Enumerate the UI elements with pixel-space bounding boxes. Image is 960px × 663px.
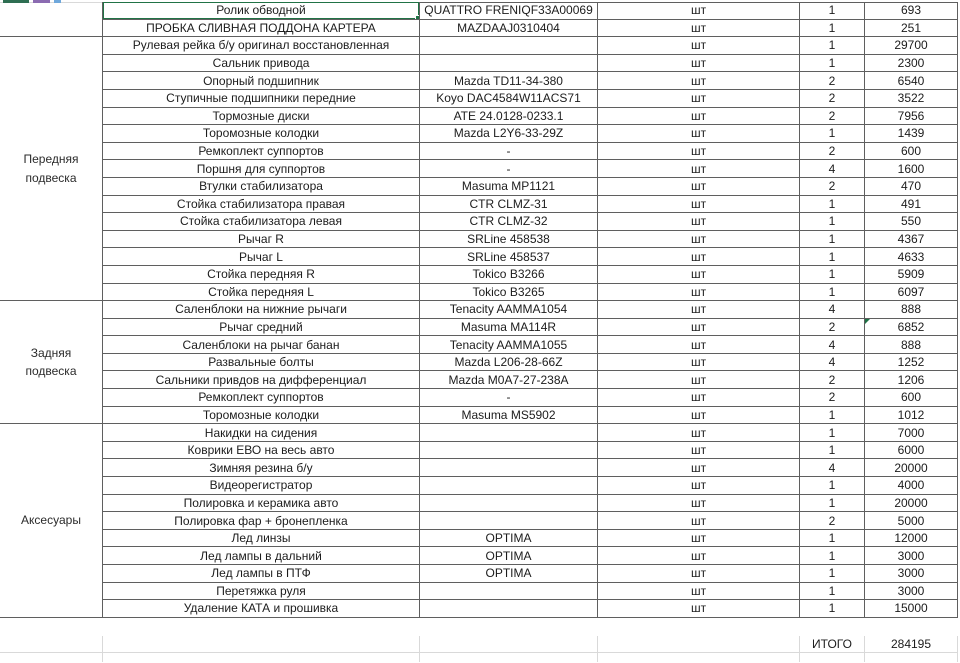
cell-qty[interactable]: 1 <box>800 248 865 265</box>
table-row <box>103 72 958 90</box>
cell-qty[interactable]: 1 <box>800 266 865 283</box>
total-row-part-cell[interactable] <box>420 636 598 653</box>
cell-price[interactable]: 1600 <box>865 160 958 177</box>
cell-name[interactable]: Полировка фар + бронепленка <box>103 512 420 529</box>
cell-unit[interactable]: шт <box>598 20 800 37</box>
cell-unit[interactable]: шт <box>598 213 800 230</box>
table-row <box>103 20 958 38</box>
table-row <box>103 55 958 73</box>
category-cell[interactable] <box>0 37 103 301</box>
cell-unit[interactable]: шт <box>598 178 800 195</box>
table-row <box>103 90 958 108</box>
cell-unit[interactable]: шт <box>598 512 800 529</box>
cell-qty[interactable]: 2 <box>800 178 865 195</box>
cell-price[interactable]: 3522 <box>865 90 958 107</box>
cell-qty[interactable]: 1 <box>800 20 865 37</box>
table-row <box>103 477 958 495</box>
cell-qty[interactable]: 1 <box>800 213 865 230</box>
cell-unit[interactable]: шт <box>598 477 800 494</box>
cell-price[interactable]: 4633 <box>865 248 958 265</box>
cell-name[interactable]: Поршня для суппортов <box>103 160 420 177</box>
table-row <box>103 354 958 372</box>
cell-qty[interactable]: 2 <box>800 108 865 125</box>
cell-part-number[interactable]: QUATTRO FRENIQF33A00069 <box>420 2 598 19</box>
cell-name[interactable]: Торомозные колодки <box>103 407 420 424</box>
empty-cell[interactable] <box>103 653 420 662</box>
cell-part-number[interactable] <box>420 600 598 617</box>
cell-qty[interactable]: 2 <box>800 143 865 160</box>
cell-part-number[interactable]: OPTIMA <box>420 547 598 564</box>
cell-part-number[interactable]: Koyo DAC4584W11ACS71 <box>420 90 598 107</box>
cell-qty[interactable]: 4 <box>800 459 865 476</box>
cell-part-number[interactable]: SRLine 458538 <box>420 231 598 248</box>
parts-table <box>0 2 958 618</box>
empty-cell[interactable] <box>598 653 800 662</box>
table-row <box>103 371 958 389</box>
cell-price[interactable]: 5909 <box>865 266 958 283</box>
cell-name[interactable]: Торомозные колодки <box>103 125 420 142</box>
cell-qty[interactable]: 2 <box>800 90 865 107</box>
cell-part-number[interactable]: - <box>420 143 598 160</box>
cell-part-number[interactable]: Masuma MP1121 <box>420 178 598 195</box>
cell-price[interactable]: 251 <box>865 20 958 37</box>
cell-name[interactable]: Втулки стабилизатора <box>103 178 420 195</box>
cell-unit[interactable]: шт <box>598 389 800 406</box>
table-row <box>103 424 958 442</box>
cell-unit[interactable]: шт <box>598 319 800 336</box>
cell-part-number[interactable] <box>420 512 598 529</box>
cell-qty[interactable]: 4 <box>800 336 865 353</box>
cell-price[interactable]: 29700 <box>865 37 958 54</box>
cell-name[interactable]: Сальник привода <box>103 55 420 72</box>
cell-name[interactable]: Полировка и керамика авто <box>103 495 420 512</box>
cell-name[interactable]: Перетяжка руля <box>103 583 420 600</box>
cell-price[interactable]: 491 <box>865 196 958 213</box>
cell-part-number[interactable]: OPTIMA <box>420 530 598 547</box>
empty-cell[interactable] <box>0 653 103 662</box>
cell-unit[interactable]: шт <box>598 371 800 388</box>
cell-part-number[interactable]: Masuma MS5902 <box>420 407 598 424</box>
cell-price[interactable]: 7956 <box>865 108 958 125</box>
total-row-unit-cell[interactable] <box>598 636 800 653</box>
cell-unit[interactable]: шт <box>598 407 800 424</box>
cell-unit[interactable]: шт <box>598 266 800 283</box>
cell-part-number[interactable]: Mazda M0A7-27-238A <box>420 371 598 388</box>
cell-qty[interactable]: 1 <box>800 196 865 213</box>
cell-part-number[interactable]: - <box>420 160 598 177</box>
cell-price[interactable]: 12000 <box>865 530 958 547</box>
table-row <box>103 37 958 55</box>
cell-qty[interactable]: 1 <box>800 407 865 424</box>
cell-price[interactable]: 3000 <box>865 547 958 564</box>
cell-price[interactable]: 3000 <box>865 565 958 582</box>
cell-part-number[interactable]: SRLine 458537 <box>420 248 598 265</box>
cell-price[interactable]: 550 <box>865 213 958 230</box>
cell-price[interactable]: 693 <box>865 2 958 19</box>
cell-price[interactable]: 2300 <box>865 55 958 72</box>
cell-qty[interactable]: 1 <box>800 565 865 582</box>
cell-part-number[interactable] <box>420 55 598 72</box>
empty-cell[interactable] <box>800 653 865 662</box>
category-cell[interactable] <box>0 424 103 618</box>
table-row <box>103 266 958 284</box>
cell-unit[interactable]: шт <box>598 354 800 371</box>
cell-unit[interactable]: шт <box>598 37 800 54</box>
cell-name[interactable]: Саленблоки на нижние рычаги <box>103 301 420 318</box>
cell-qty[interactable]: 1 <box>800 55 865 72</box>
cell-name[interactable]: Ремкоплект суппортов <box>103 389 420 406</box>
cell-part-number[interactable]: Mazda L2Y6-33-29Z <box>420 125 598 142</box>
cell-name[interactable]: Рулевая рейка б/у оригинал восстановленная <box>103 37 420 54</box>
cell-part-number[interactable]: Tenacity AAMMA1054 <box>420 301 598 318</box>
category-label: Аксесуары <box>21 513 81 528</box>
cell-unit[interactable]: шт <box>598 72 800 89</box>
cell-price[interactable]: 1206 <box>865 371 958 388</box>
cell-name[interactable]: Развальные болты <box>103 354 420 371</box>
table-row <box>103 319 958 337</box>
cell-name[interactable]: Стойка стабилизатора правая <box>103 196 420 213</box>
cell-price[interactable]: 1012 <box>865 407 958 424</box>
cell-name[interactable]: Ремкоплект суппортов <box>103 143 420 160</box>
cell-name[interactable]: Видеорегистратор <box>103 477 420 494</box>
table-row <box>103 213 958 231</box>
cell-name[interactable]: Ролик обводной <box>103 2 420 19</box>
cell-price[interactable]: 1252 <box>865 354 958 371</box>
cell-qty[interactable]: 1 <box>800 477 865 494</box>
total-row <box>0 636 958 654</box>
cell-unit[interactable]: шт <box>598 90 800 107</box>
cell-price[interactable]: 888 <box>865 301 958 318</box>
cell-name[interactable]: Зимняя резина б/у <box>103 459 420 476</box>
cell-part-number[interactable] <box>420 583 598 600</box>
total-value-cell[interactable]: 284195 <box>865 636 958 653</box>
cell-name[interactable]: Коврики ЕВО на весь авто <box>103 442 420 459</box>
cell-unit[interactable]: шт <box>598 301 800 318</box>
table-row <box>103 512 958 530</box>
cell-part-number[interactable]: Mazda L206-28-66Z <box>420 354 598 371</box>
cell-name[interactable]: Сальники привдов на дифференциал <box>103 371 420 388</box>
table-row <box>103 459 958 477</box>
cell-unit[interactable]: шт <box>598 583 800 600</box>
category-cell[interactable] <box>0 2 103 37</box>
cell-unit[interactable]: шт <box>598 284 800 301</box>
cell-part-number[interactable]: OPTIMA <box>420 565 598 582</box>
cell-unit[interactable]: шт <box>598 143 800 160</box>
cell-unit[interactable]: шт <box>598 196 800 213</box>
cell-part-number[interactable] <box>420 495 598 512</box>
cell-price[interactable]: 6097 <box>865 284 958 301</box>
cell-part-number[interactable]: ATE 24.0128-0233.1 <box>420 108 598 125</box>
cell-price[interactable]: 6540 <box>865 72 958 89</box>
cell-price[interactable]: 600 <box>865 389 958 406</box>
cell-part-number[interactable]: Tokico B3265 <box>420 284 598 301</box>
cell-qty[interactable]: 1 <box>800 583 865 600</box>
cell-unit[interactable]: шт <box>598 442 800 459</box>
cell-unit[interactable]: шт <box>598 565 800 582</box>
cell-qty[interactable]: 1 <box>800 424 865 441</box>
table-row <box>103 196 958 214</box>
cell-name[interactable]: Накидки на сидения <box>103 424 420 441</box>
cell-qty[interactable]: 1 <box>800 600 865 617</box>
cell-part-number[interactable] <box>420 424 598 441</box>
cell-part-number[interactable]: Tokico B3266 <box>420 266 598 283</box>
empty-grid-row <box>0 653 958 662</box>
cell-qty[interactable]: 1 <box>800 442 865 459</box>
cell-price[interactable]: 4367 <box>865 231 958 248</box>
cell-name[interactable]: Опорный подшипник <box>103 72 420 89</box>
cell-qty[interactable]: 2 <box>800 512 865 529</box>
table-row <box>103 143 958 161</box>
table-row <box>103 442 958 460</box>
table-row <box>103 583 958 601</box>
cell-qty[interactable]: 1 <box>800 530 865 547</box>
cell-qty[interactable]: 4 <box>800 301 865 318</box>
cell-price[interactable]: 4000 <box>865 477 958 494</box>
cell-unit[interactable]: шт <box>598 495 800 512</box>
cell-unit[interactable]: шт <box>598 55 800 72</box>
table-row <box>103 160 958 178</box>
cell-unit[interactable]: шт <box>598 600 800 617</box>
cell-name[interactable]: Лед линзы <box>103 530 420 547</box>
cell-unit[interactable]: шт <box>598 459 800 476</box>
cell-unit[interactable]: шт <box>598 231 800 248</box>
table-row <box>103 495 958 513</box>
category-column <box>0 2 103 618</box>
cell-name[interactable]: Стойка передняя L <box>103 284 420 301</box>
cell-price[interactable]: 470 <box>865 178 958 195</box>
cell-part-number[interactable]: Mazda TD11-34-380 <box>420 72 598 89</box>
total-row-name-cell[interactable] <box>103 636 420 653</box>
cell-unit[interactable]: шт <box>598 248 800 265</box>
cell-qty[interactable]: 1 <box>800 37 865 54</box>
table-row <box>103 248 958 266</box>
cell-qty[interactable]: 2 <box>800 319 865 336</box>
cell-name[interactable]: Рычаг R <box>103 231 420 248</box>
cell-qty[interactable]: 1 <box>800 125 865 142</box>
cell-price[interactable]: 888 <box>865 336 958 353</box>
table-row <box>103 565 958 583</box>
cell-qty[interactable]: 1 <box>800 231 865 248</box>
table-row <box>103 125 958 143</box>
cell-price[interactable]: 600 <box>865 143 958 160</box>
cell-price[interactable]: 20000 <box>865 459 958 476</box>
cell-price[interactable]: 3000 <box>865 583 958 600</box>
table-row <box>103 301 958 319</box>
cell-name[interactable]: Удаление КАТА и прошивка <box>103 600 420 617</box>
cell-price[interactable]: 1439 <box>865 125 958 142</box>
table-row <box>103 231 958 249</box>
category-cell[interactable] <box>0 301 103 424</box>
cell-qty[interactable]: 1 <box>800 547 865 564</box>
rows-column <box>103 2 958 618</box>
total-row-category-cell[interactable] <box>0 636 103 653</box>
table-row <box>103 336 958 354</box>
cell-part-number[interactable]: CTR CLMZ-32 <box>420 213 598 230</box>
cell-unit[interactable]: шт <box>598 125 800 142</box>
cell-unit[interactable]: шт <box>598 547 800 564</box>
cell-name[interactable]: ПРОБКА СЛИВНАЯ ПОДДОНА КАРТЕРА <box>103 20 420 37</box>
cell-part-number[interactable]: CTR CLMZ-31 <box>420 196 598 213</box>
cell-unit[interactable]: шт <box>598 2 800 19</box>
cell-part-number[interactable]: Tenacity AAMMA1055 <box>420 336 598 353</box>
cell-part-number[interactable]: Masuma MA114R <box>420 319 598 336</box>
empty-cell[interactable] <box>865 653 958 662</box>
table-row <box>103 178 958 196</box>
cell-qty[interactable]: 2 <box>800 371 865 388</box>
category-label: Передняя подвеска <box>23 152 79 185</box>
table-row <box>103 108 958 126</box>
empty-cell[interactable] <box>420 653 598 662</box>
cell-part-number[interactable] <box>420 442 598 459</box>
cell-price[interactable]: 15000 <box>865 600 958 617</box>
cell-price[interactable]: 20000 <box>865 495 958 512</box>
cell-name[interactable]: Лед лампы в ПТФ <box>103 565 420 582</box>
cell-part-number[interactable]: MAZDAAJ0310404 <box>420 20 598 37</box>
cell-part-number[interactable] <box>420 459 598 476</box>
table-row <box>103 530 958 548</box>
cell-name[interactable]: Рычаг L <box>103 248 420 265</box>
table-row <box>103 2 958 20</box>
cell-part-number[interactable] <box>420 477 598 494</box>
cell-unit[interactable]: шт <box>598 160 800 177</box>
table-row <box>103 600 958 618</box>
cell-part-number[interactable]: - <box>420 389 598 406</box>
category-label: Задняя подвеска <box>25 345 77 379</box>
cell-name[interactable]: Рычаг средний <box>103 319 420 336</box>
cell-qty[interactable]: 1 <box>800 2 865 19</box>
cell-unit[interactable]: шт <box>598 530 800 547</box>
cell-name[interactable]: Лед лампы в дальний <box>103 547 420 564</box>
table-row <box>103 389 958 407</box>
cell-price[interactable]: 6000 <box>865 442 958 459</box>
cell-price[interactable]: 6852 <box>865 319 958 336</box>
table-row <box>103 284 958 302</box>
cell-name[interactable]: Ступичные подшипники передние <box>103 90 420 107</box>
cell-price[interactable]: 7000 <box>865 424 958 441</box>
total-label-cell[interactable]: ИТОГО <box>800 636 865 653</box>
cell-qty[interactable]: 2 <box>800 389 865 406</box>
cell-unit[interactable]: шт <box>598 336 800 353</box>
cell-unit[interactable]: шт <box>598 108 800 125</box>
cell-qty[interactable]: 4 <box>800 354 865 371</box>
cell-name[interactable]: Саленблоки на рычаг банан <box>103 336 420 353</box>
cell-name[interactable]: Тормозные диски <box>103 108 420 125</box>
cell-unit[interactable]: шт <box>598 424 800 441</box>
cell-qty[interactable]: 2 <box>800 72 865 89</box>
table-footer <box>0 636 958 663</box>
cell-price[interactable]: 5000 <box>865 512 958 529</box>
table-row <box>103 547 958 565</box>
cell-qty[interactable]: 1 <box>800 495 865 512</box>
cell-part-number[interactable] <box>420 37 598 54</box>
cell-qty[interactable]: 1 <box>800 284 865 301</box>
cell-name[interactable]: Стойка стабилизатора левая <box>103 213 420 230</box>
cell-qty[interactable]: 4 <box>800 160 865 177</box>
cell-name[interactable]: Стойка передняя R <box>103 266 420 283</box>
table-row <box>103 407 958 425</box>
